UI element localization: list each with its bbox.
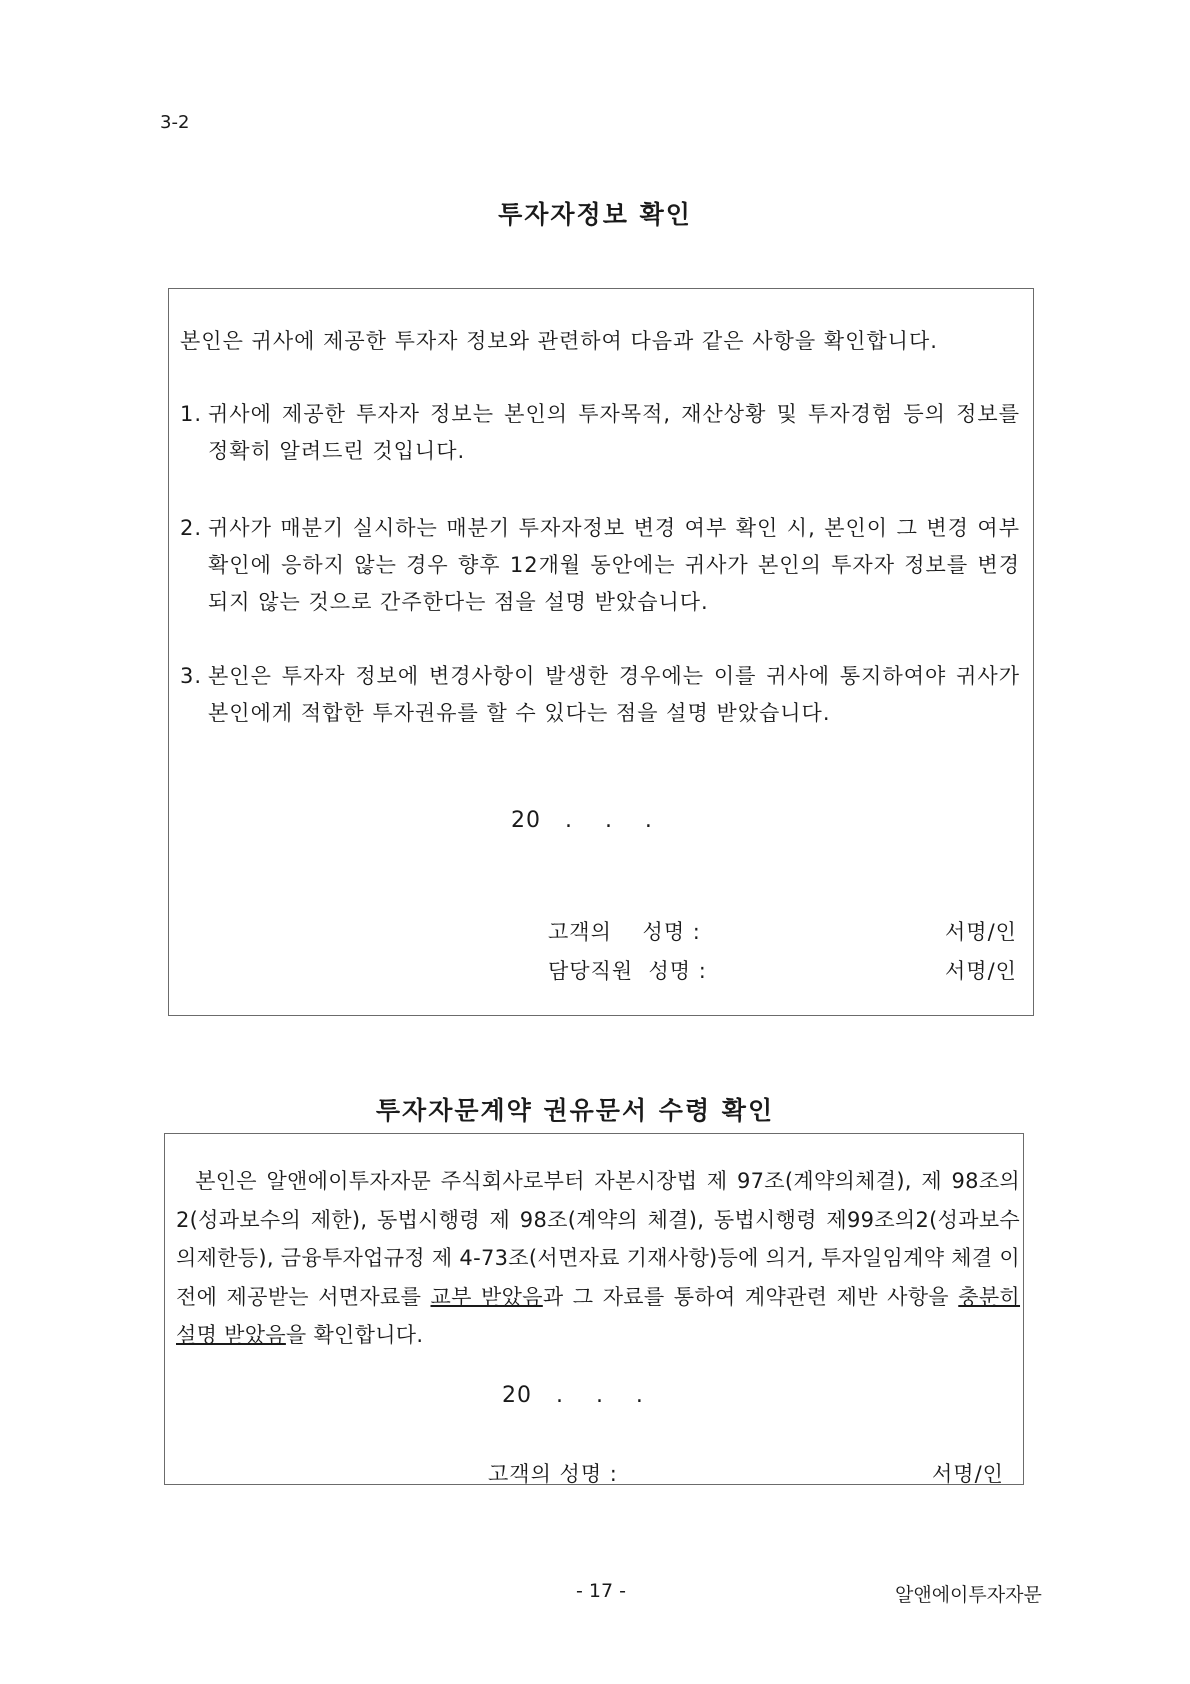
item-number: 1. xyxy=(180,402,203,426)
confirm-item-2 xyxy=(180,510,1020,630)
item-text: 본인은 투자자 정보에 변경사항이 발생한 경우에는 이를 귀사에 통지하여야 귀사가 본인에게 적합한 투자권유를 할 수 있다는 점을 설명 받았습니다. xyxy=(208,664,1020,725)
section-number: 3-2 xyxy=(160,112,190,133)
item-number: 2. xyxy=(180,516,203,540)
underlined-received: 교부 받았음 xyxy=(430,1284,543,1309)
item-text: 귀사가 매분기 실시하는 매분기 투자자정보 변경 여부 확인 시, 본인이 그 변경 여부 확인에 응하지 않는 경우 향후 12개월 동안에는 귀사가 본인의 투자자 정보를 변경되지 않는 것으로 간주한다는 점을 설명 받았습니다. xyxy=(208,516,1020,614)
confirm-item-1 xyxy=(180,396,1020,476)
advisory-receipt-body: 본인은 알앤에이투자자문 주식회사로부터 자본시장법 제 97조(계약의체결), 제 98조의2(성과보수의 제한), 동법시행령 제 98조(계약의 체결), 동법시행령 제99조의2(성과보수의제한등), 금융투자업규정 제 4-73조(서면자료 기재사항)등에 의거, 투자일임계약 체결 이전에 제공받는 서면자료를 교부 받았음과 그 자료를 통하여 계약관련 제반 사항을 충분히 설명 받았음을 확인합니다. xyxy=(176,1169,1021,1347)
item-text: 귀사에 제공한 투자자 정보는 본인의 투자목적, 재산상황 및 투자경험 등의 정보를 정확히 알려드린 것입니다. xyxy=(208,402,1020,463)
customer-signature-mark[interactable]: 서명/인 xyxy=(932,1462,1004,1486)
staff-signature-mark[interactable]: 서명/인 xyxy=(945,959,1017,983)
date-field[interactable]: 20 . . . xyxy=(511,808,653,833)
underlined-explained: 충분히 설명 받았음 xyxy=(176,1284,1021,1347)
customer-signature-label: 고객의 성명 : xyxy=(548,920,701,944)
advisory-receipt-title: 투자자문계약 권유문서 수령 확인 xyxy=(375,1096,775,1125)
customer-signature-label: 고객의 성명 : xyxy=(488,1462,618,1486)
staff-signature-label: 담당직원 성명 : xyxy=(548,959,707,983)
investor-info-intro: 본인은 귀사에 제공한 투자자 정보와 관련하여 다음과 같은 사항을 확인합니다. xyxy=(180,329,938,353)
item-number: 3. xyxy=(180,664,203,688)
footer-company-name: 알앤에이투자자문 xyxy=(895,1584,1042,1606)
customer-signature-mark[interactable]: 서명/인 xyxy=(945,920,1017,944)
confirm-item-3 xyxy=(180,658,1020,738)
investor-info-title: 투자자정보 확인 xyxy=(498,200,692,229)
date-field[interactable]: 20 . . . xyxy=(502,1383,644,1408)
page-number: - 17 - xyxy=(576,1580,626,1602)
